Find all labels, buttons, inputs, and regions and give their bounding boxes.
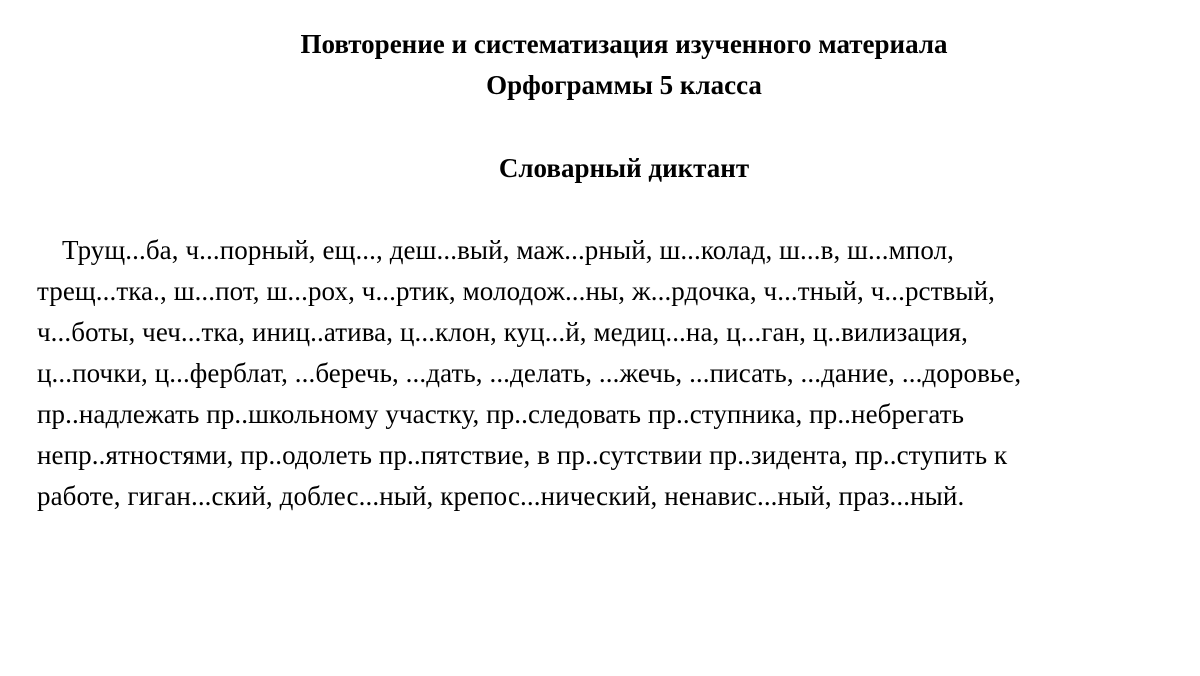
section-title: Словарный диктант xyxy=(498,153,750,183)
dictation-line: непр..ятностями, пр..одолеть пр..пятствие, в пр..сутствии пр..зидента, пр..ступить к xyxy=(37,440,1008,470)
dictation-line: трещ...тка., ш...пот, ш...рох, ч...ртик, молодож...ны, ж...рдочка, ч...тный, ч...рствый, xyxy=(37,276,996,306)
document-title: Повторение и систематизация изученного материала xyxy=(300,29,948,59)
dictation-line: Трущ...ба, ч...порный, ещ..., деш...вый, маж...рный, ш...колад, ш...в, ш...мпол, xyxy=(62,235,954,265)
dictation-line: пр..надлежать пр..школьному участку, пр..следовать пр..ступника, пр..небрегать xyxy=(37,399,965,429)
dictation-line: ч...боты, чеч...тка, иниц..атива, ц...клон, куц...й, медиц...на, ц...ган, ц..вилизация, xyxy=(37,317,968,347)
dictation-line: ц...почки, ц...ферблат, ...беречь, ...дать, ...делать, ...жечь, ...писать, ...дание, ...доровье, xyxy=(37,358,1022,388)
dictation-line: работе, гиган...ский, доблес...ный, крепос...нический, ненавис...ный, праз...ный. xyxy=(37,481,965,511)
dictation-text xyxy=(37,230,1197,517)
document-subtitle: Орфограммы 5 класса xyxy=(486,70,762,100)
